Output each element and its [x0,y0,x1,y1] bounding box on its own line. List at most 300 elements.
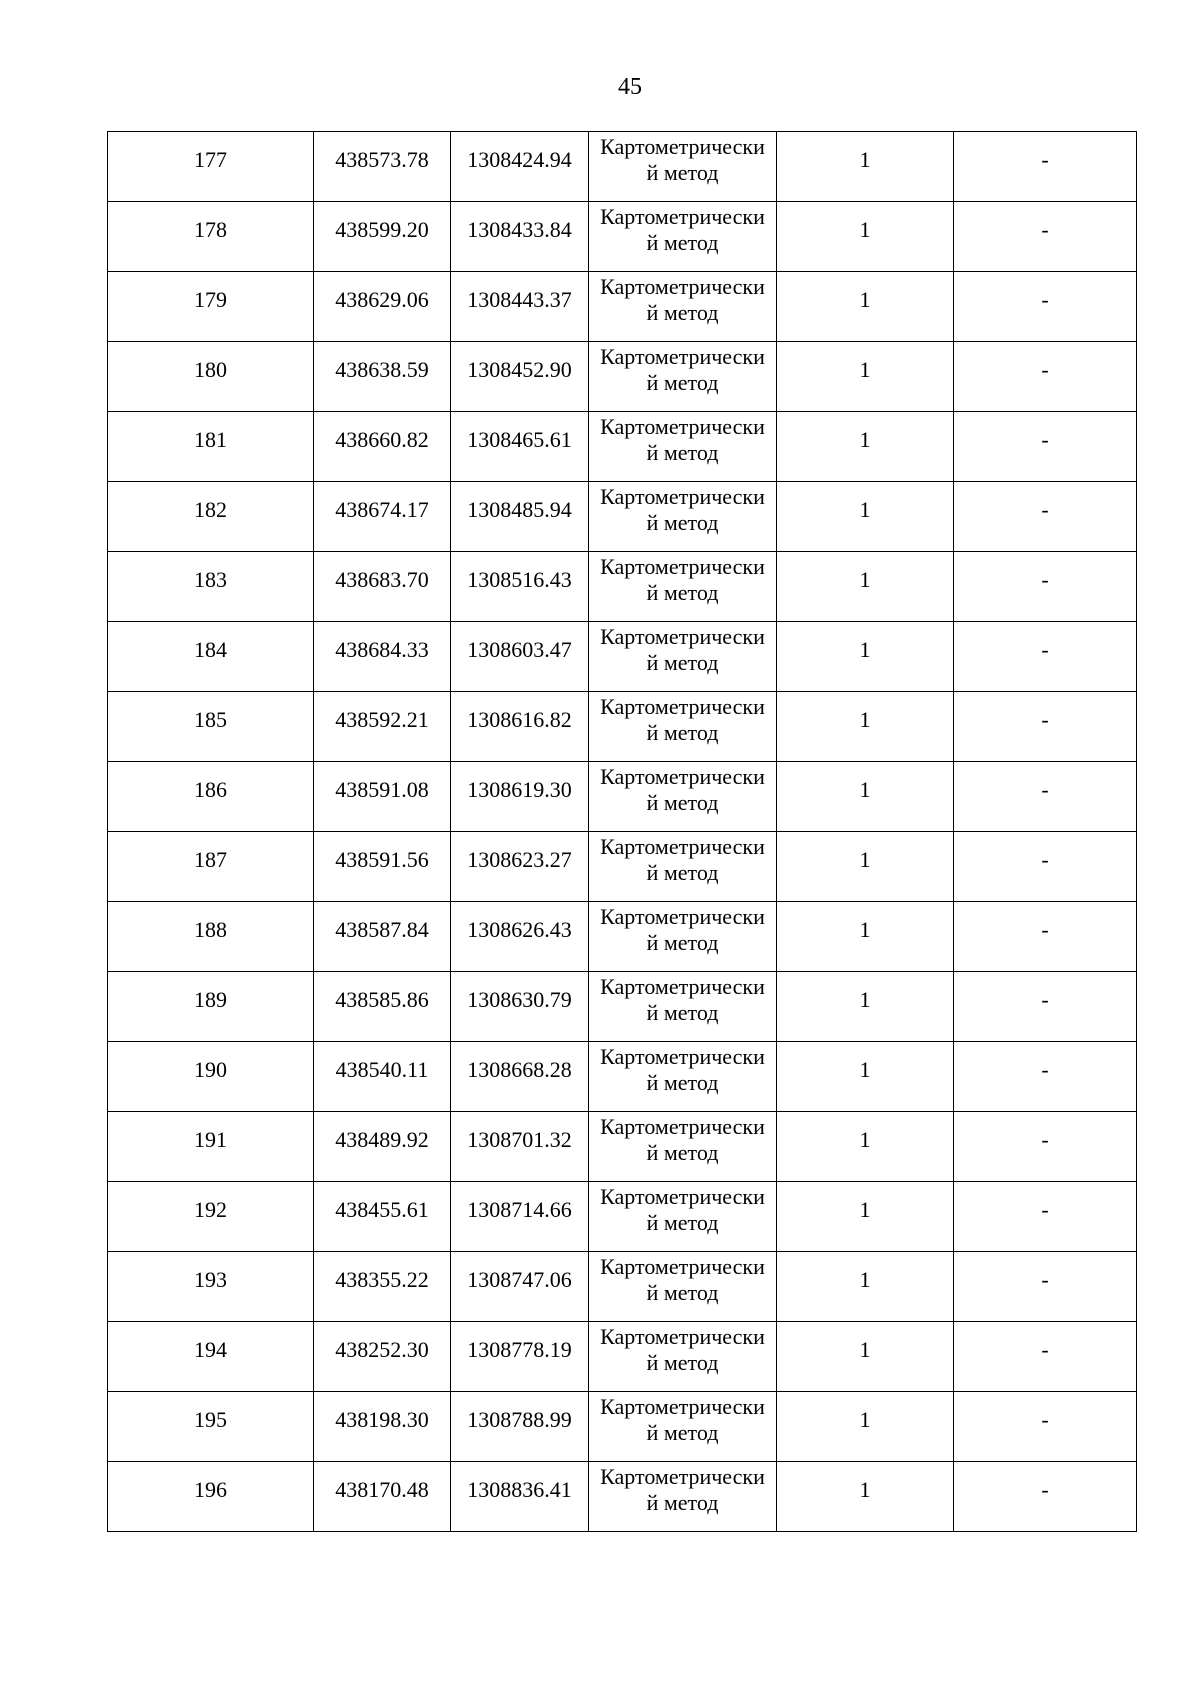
point-number-text: 187 [194,847,227,872]
accuracy-cell [777,972,954,1042]
accuracy-cell [777,622,954,692]
point-number-cell [108,692,314,762]
note-cell [954,1322,1137,1392]
y-coordinate-text: 1308516.43 [467,567,572,592]
table-row [108,972,1137,1042]
method-line-2: й метод [646,1210,719,1235]
method-text [589,1252,776,1306]
method-line-1: Картометрически [600,1324,765,1349]
point-number-cell [108,482,314,552]
method-text [589,1462,776,1516]
y-coordinate-cell [451,1182,589,1252]
method-line-2: й метод [646,1140,719,1165]
note-cell [954,692,1137,762]
method-text [589,1182,776,1236]
y-coordinate-cell [451,412,589,482]
method-cell [589,412,777,482]
point-number-text: 182 [194,497,227,522]
note-cell [954,1392,1137,1462]
accuracy-text: 1 [859,357,871,382]
note-cell [954,1252,1137,1322]
note-text: - [1041,497,1049,522]
note-cell [954,1462,1137,1532]
accuracy-text: 1 [859,497,871,522]
method-line-2: й метод [646,1350,719,1375]
y-coordinate-cell [451,1322,589,1392]
point-number-text: 193 [194,1267,227,1292]
method-line-1: Картометрически [600,834,765,859]
accuracy-cell [777,202,954,272]
note-cell [954,1182,1137,1252]
accuracy-text: 1 [859,427,871,452]
note-text: - [1041,777,1049,802]
point-number-cell [108,1182,314,1252]
y-coordinate-text: 1308668.28 [467,1057,572,1082]
method-line-1: Картометрически [600,904,765,929]
note-cell [954,902,1137,972]
method-cell [589,482,777,552]
note-text: - [1041,1337,1049,1362]
y-coordinate-cell [451,902,589,972]
x-coordinate-text: 438591.08 [335,777,429,802]
method-cell [589,1392,777,1462]
method-text [589,692,776,746]
coordinates-table [107,131,1137,1532]
point-number-cell [108,132,314,202]
note-cell [954,482,1137,552]
note-text: - [1041,357,1049,382]
method-text [589,272,776,326]
note-cell [954,412,1137,482]
method-cell [589,342,777,412]
note-text: - [1041,567,1049,592]
note-text: - [1041,987,1049,1012]
method-text [589,202,776,256]
accuracy-text: 1 [859,1197,871,1222]
x-coordinate-cell [314,412,451,482]
note-cell [954,762,1137,832]
point-number-text: 179 [194,287,227,312]
note-cell [954,202,1137,272]
accuracy-text: 1 [859,147,871,172]
point-number-text: 178 [194,217,227,242]
method-line-1: Картометрически [600,414,765,439]
x-coordinate-text: 438684.33 [335,637,429,662]
y-coordinate-text: 1308433.84 [467,217,572,242]
note-text: - [1041,147,1049,172]
method-line-1: Картометрически [600,764,765,789]
y-coordinate-cell [451,972,589,1042]
table-row [108,342,1137,412]
note-text: - [1041,707,1049,732]
note-cell [954,272,1137,342]
method-cell [589,1112,777,1182]
accuracy-text: 1 [859,777,871,802]
point-number-text: 177 [194,147,227,172]
method-line-1: Картометрически [600,274,765,299]
note-text: - [1041,1477,1049,1502]
method-cell [589,1462,777,1532]
note-text: - [1041,1407,1049,1432]
method-cell [589,832,777,902]
method-text [589,972,776,1026]
x-coordinate-text: 438638.59 [335,357,429,382]
y-coordinate-cell [451,762,589,832]
method-line-2: й метод [646,510,719,535]
table-row [108,622,1137,692]
x-coordinate-text: 438683.70 [335,567,429,592]
x-coordinate-text: 438198.30 [335,1407,429,1432]
method-line-2: й метод [646,370,719,395]
method-text [589,132,776,186]
accuracy-text: 1 [859,847,871,872]
method-text [589,1112,776,1166]
x-coordinate-text: 438540.11 [335,1057,429,1082]
note-text: - [1041,1057,1049,1082]
point-number-cell [108,1042,314,1112]
y-coordinate-text: 1308424.94 [467,147,572,172]
method-line-1: Картометрически [600,694,765,719]
y-coordinate-cell [451,272,589,342]
x-coordinate-cell [314,342,451,412]
x-coordinate-cell [314,902,451,972]
accuracy-cell [777,1392,954,1462]
point-number-cell [108,1392,314,1462]
table-row [108,832,1137,902]
x-coordinate-cell [314,1462,451,1532]
method-line-1: Картометрически [600,204,765,229]
method-cell [589,972,777,1042]
method-cell [589,902,777,972]
y-coordinate-cell [451,1042,589,1112]
y-coordinate-text: 1308616.82 [467,707,572,732]
method-line-2: й метод [646,650,719,675]
x-coordinate-text: 438355.22 [335,1267,429,1292]
method-cell [589,272,777,342]
method-line-2: й метод [646,300,719,325]
x-coordinate-cell [314,1112,451,1182]
x-coordinate-cell [314,762,451,832]
x-coordinate-cell [314,692,451,762]
y-coordinate-text: 1308485.94 [467,497,572,522]
method-line-1: Картометрически [600,554,765,579]
x-coordinate-cell [314,132,451,202]
note-text: - [1041,1197,1049,1222]
y-coordinate-cell [451,342,589,412]
method-text [589,762,776,816]
accuracy-cell [777,412,954,482]
x-coordinate-text: 438591.56 [335,847,429,872]
point-number-text: 183 [194,567,227,592]
y-coordinate-cell [451,132,589,202]
y-coordinate-cell [451,692,589,762]
y-coordinate-text: 1308714.66 [467,1197,572,1222]
x-coordinate-text: 438660.82 [335,427,429,452]
accuracy-cell [777,1182,954,1252]
point-number-text: 185 [194,707,227,732]
note-cell [954,342,1137,412]
y-coordinate-cell [451,1252,589,1322]
note-text: - [1041,917,1049,942]
note-text: - [1041,847,1049,872]
table-row [108,1252,1137,1322]
point-number-cell [108,762,314,832]
y-coordinate-text: 1308619.30 [467,777,572,802]
method-text [589,1042,776,1096]
method-line-1: Картометрически [600,1464,765,1489]
note-cell [954,132,1137,202]
method-cell [589,1322,777,1392]
y-coordinate-text: 1308603.47 [467,637,572,662]
page-number: 45 [618,74,642,100]
table-row [108,1392,1137,1462]
y-coordinate-text: 1308836.41 [467,1477,572,1502]
x-coordinate-text: 438455.61 [335,1197,429,1222]
accuracy-cell [777,832,954,902]
point-number-cell [108,1322,314,1392]
method-line-1: Картометрически [600,1254,765,1279]
method-line-1: Картометрически [600,134,765,159]
method-line-1: Картометрически [600,974,765,999]
point-number-cell [108,1252,314,1322]
table-row [108,1182,1137,1252]
x-coordinate-cell [314,1182,451,1252]
point-number-text: 188 [194,917,227,942]
method-text [589,552,776,606]
note-text: - [1041,637,1049,662]
accuracy-cell [777,482,954,552]
coordinates-table-body [108,132,1137,1532]
table-row [108,552,1137,622]
method-cell [589,1182,777,1252]
method-line-2: й метод [646,230,719,255]
method-line-1: Картометрически [600,344,765,369]
accuracy-text: 1 [859,1267,871,1292]
point-number-cell [108,202,314,272]
note-cell [954,622,1137,692]
x-coordinate-text: 438489.92 [335,1127,429,1152]
x-coordinate-text: 438585.86 [335,987,429,1012]
x-coordinate-cell [314,1322,451,1392]
point-number-text: 189 [194,987,227,1012]
point-number-text: 191 [194,1127,227,1152]
note-text: - [1041,1127,1049,1152]
table-row [108,1112,1137,1182]
x-coordinate-text: 438573.78 [335,147,429,172]
x-coordinate-cell [314,482,451,552]
x-coordinate-text: 438674.17 [335,497,429,522]
method-text [589,902,776,956]
point-number-text: 192 [194,1197,227,1222]
x-coordinate-text: 438170.48 [335,1477,429,1502]
table-row [108,1042,1137,1112]
point-number-text: 180 [194,357,227,382]
method-line-2: й метод [646,160,719,185]
note-cell [954,832,1137,902]
method-line-2: й метод [646,860,719,885]
x-coordinate-cell [314,1252,451,1322]
note-text: - [1041,217,1049,242]
y-coordinate-cell [451,832,589,902]
method-text [589,832,776,886]
point-number-cell [108,1112,314,1182]
method-cell [589,692,777,762]
y-coordinate-cell [451,202,589,272]
accuracy-text: 1 [859,287,871,312]
accuracy-cell [777,902,954,972]
x-coordinate-cell [314,202,451,272]
method-line-2: й метод [646,790,719,815]
y-coordinate-cell [451,1392,589,1462]
table-row [108,412,1137,482]
accuracy-text: 1 [859,987,871,1012]
point-number-text: 181 [194,427,227,452]
table-row [108,132,1137,202]
y-coordinate-cell [451,482,589,552]
accuracy-cell [777,552,954,622]
method-text [589,342,776,396]
accuracy-cell [777,1322,954,1392]
point-number-text: 194 [194,1337,227,1362]
method-cell [589,762,777,832]
point-number-cell [108,552,314,622]
table-row [108,692,1137,762]
method-line-1: Картометрически [600,624,765,649]
method-line-2: й метод [646,440,719,465]
point-number-cell [108,272,314,342]
method-line-2: й метод [646,1490,719,1515]
method-line-2: й метод [646,1070,719,1095]
method-line-2: й метод [646,720,719,745]
note-text: - [1041,287,1049,312]
accuracy-text: 1 [859,1337,871,1362]
y-coordinate-text: 1308701.32 [467,1127,572,1152]
point-number-text: 186 [194,777,227,802]
y-coordinate-text: 1308778.19 [467,1337,572,1362]
method-line-2: й метод [646,1420,719,1445]
point-number-text: 195 [194,1407,227,1432]
x-coordinate-cell [314,832,451,902]
y-coordinate-text: 1308747.06 [467,1267,572,1292]
y-coordinate-text: 1308465.61 [467,427,572,452]
x-coordinate-cell [314,1042,451,1112]
method-cell [589,552,777,622]
accuracy-text: 1 [859,637,871,662]
point-number-text: 190 [194,1057,227,1082]
point-number-cell [108,972,314,1042]
table-row [108,482,1137,552]
point-number-cell [108,412,314,482]
accuracy-cell [777,762,954,832]
method-text [589,622,776,676]
note-text: - [1041,1267,1049,1292]
accuracy-cell [777,1042,954,1112]
point-number-text: 196 [194,1477,227,1502]
method-line-1: Картометрически [600,1184,765,1209]
note-cell [954,1042,1137,1112]
method-text [589,412,776,466]
accuracy-cell [777,1112,954,1182]
method-text [589,482,776,536]
accuracy-text: 1 [859,1127,871,1152]
method-cell [589,132,777,202]
method-line-1: Картометрически [600,1044,765,1069]
y-coordinate-text: 1308788.99 [467,1407,572,1432]
y-coordinate-text: 1308630.79 [467,987,572,1012]
accuracy-cell [777,692,954,762]
table-row [108,1322,1137,1392]
method-line-2: й метод [646,930,719,955]
method-text [589,1392,776,1446]
x-coordinate-text: 438592.21 [335,707,429,732]
y-coordinate-text: 1308626.43 [467,917,572,942]
table-row [108,902,1137,972]
table-row [108,762,1137,832]
method-line-1: Картометрически [600,1394,765,1419]
note-cell [954,1112,1137,1182]
method-line-2: й метод [646,580,719,605]
x-coordinate-cell [314,272,451,342]
y-coordinate-text: 1308452.90 [467,357,572,382]
method-line-1: Картометрически [600,1114,765,1139]
point-number-cell [108,832,314,902]
y-coordinate-cell [451,1462,589,1532]
method-line-2: й метод [646,1280,719,1305]
y-coordinate-text: 1308623.27 [467,847,572,872]
x-coordinate-cell [314,622,451,692]
method-cell [589,1042,777,1112]
accuracy-cell [777,1252,954,1322]
x-coordinate-text: 438599.20 [335,217,429,242]
note-text: - [1041,427,1049,452]
table-row [108,272,1137,342]
x-coordinate-cell [314,972,451,1042]
note-cell [954,552,1137,622]
point-number-text: 184 [194,637,227,662]
accuracy-cell [777,272,954,342]
y-coordinate-text: 1308443.37 [467,287,572,312]
accuracy-text: 1 [859,1477,871,1502]
table-row [108,1462,1137,1532]
x-coordinate-text: 438629.06 [335,287,429,312]
point-number-cell [108,342,314,412]
x-coordinate-text: 438587.84 [335,917,429,942]
point-number-cell [108,622,314,692]
method-cell [589,622,777,692]
accuracy-text: 1 [859,217,871,242]
table-row [108,202,1137,272]
method-cell [589,1252,777,1322]
y-coordinate-cell [451,622,589,692]
method-text [589,1322,776,1376]
x-coordinate-cell [314,1392,451,1462]
method-line-1: Картометрически [600,484,765,509]
method-cell [589,202,777,272]
method-line-2: й метод [646,1000,719,1025]
x-coordinate-cell [314,552,451,622]
accuracy-text: 1 [859,707,871,732]
point-number-cell [108,902,314,972]
y-coordinate-cell [451,552,589,622]
x-coordinate-text: 438252.30 [335,1337,429,1362]
y-coordinate-cell [451,1112,589,1182]
accuracy-text: 1 [859,1407,871,1432]
accuracy-text: 1 [859,917,871,942]
note-cell [954,972,1137,1042]
accuracy-text: 1 [859,567,871,592]
accuracy-cell [777,342,954,412]
accuracy-cell [777,1462,954,1532]
